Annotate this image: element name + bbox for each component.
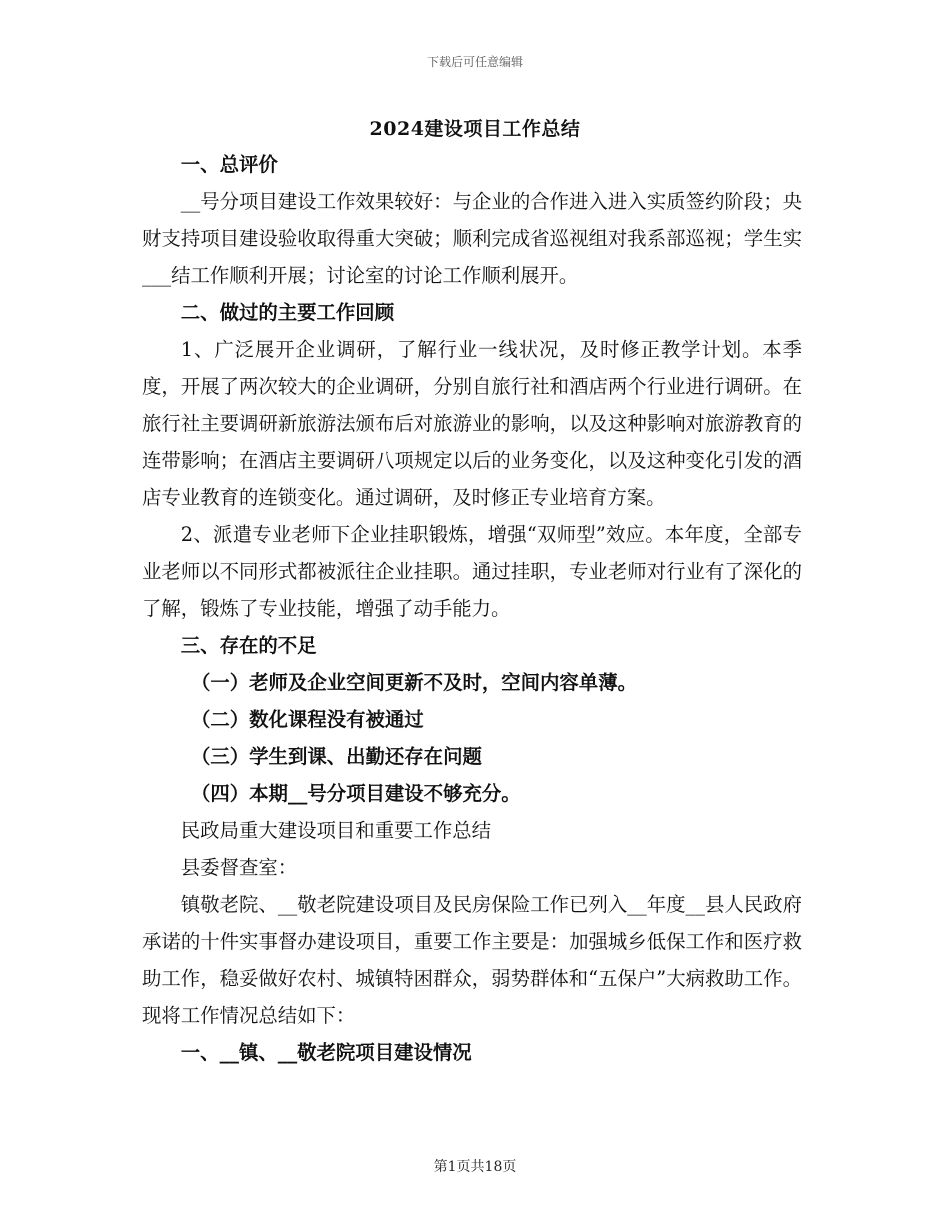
header-note: 下载后可任意编辑: [426, 55, 523, 69]
shortcoming-item-4: （四）本期__号分项目建设不够充分。: [191, 782, 521, 805]
section-heading-overall: 一、总评价: [180, 153, 278, 176]
shortcoming-item-2: （二）数化课程没有被通过: [191, 708, 424, 731]
section-heading-shortcomings: 三、存在的不足: [180, 634, 317, 657]
section-heading-review: 二、做过的主要工作回顾: [180, 301, 395, 324]
page-number: 第1页共18页: [433, 1159, 517, 1175]
subdocument-title: 民政局重大建设项目和重要工作总结: [180, 819, 492, 842]
document-title: 2024建设项目工作总结: [369, 118, 581, 140]
paragraph-enterprise-research: 1、广泛展开企业调研，了解行业一线状况，及时修正教学计划。本季度，开展了两次较大的企业调研，分别自旅行社和酒店两个行业进行调研。在旅行社主要调研新旅游法颁布后对旅游业的影响，以及这种影响对旅游教育的连带影响；在酒店主要调研八项规定以后的业务变化，以及这种变化引发的酒店专业教育的连锁变化。通过调研，及时修正专业培育方案。: [142, 338, 802, 509]
document-body: [142, 146, 802, 1071]
addressee: 县委督查室：: [180, 856, 298, 879]
shortcoming-item-1: （一）老师及企业空间更新不及时，空间内容单薄。: [191, 671, 637, 694]
paragraph-overall-evaluation: __号分项目建设工作效果较好：与企业的合作进入进入实质签约阶段；央财支持项目建设验收取得重大突破；顺利完成省巡视组对我系部巡视；学生实___结工作顺利开展；讨论室的讨论工作顺利展开。: [142, 190, 802, 287]
paragraph-teacher-dispatch: 2、派遣专业老师下企业挂职锻炼，增强“双师型”效应。本年度，全部专业老师以不同形式都被派往企业挂职。通过挂职，专业老师对行业有了深化的了解，锻炼了专业技能，增强了动手能力。: [142, 523, 802, 620]
section-heading-nursing-home: 一、__镇、__敬老院项目建设情况: [180, 1041, 472, 1064]
shortcoming-item-3: （三）学生到课、出勤还存在问题: [191, 745, 482, 768]
paragraph-civil-affairs: 镇敬老院、__敬老院建设项目及民房保险工作已列入__年度__县人民政府承诺的十件实事督办建设项目，重要工作主要是：加强城乡低保工作和医疗救助工作，稳妥做好农村、城镇特困群众，弱势群体和“五保户”大病救助工作。现将工作情况总结如下：: [142, 893, 802, 1027]
